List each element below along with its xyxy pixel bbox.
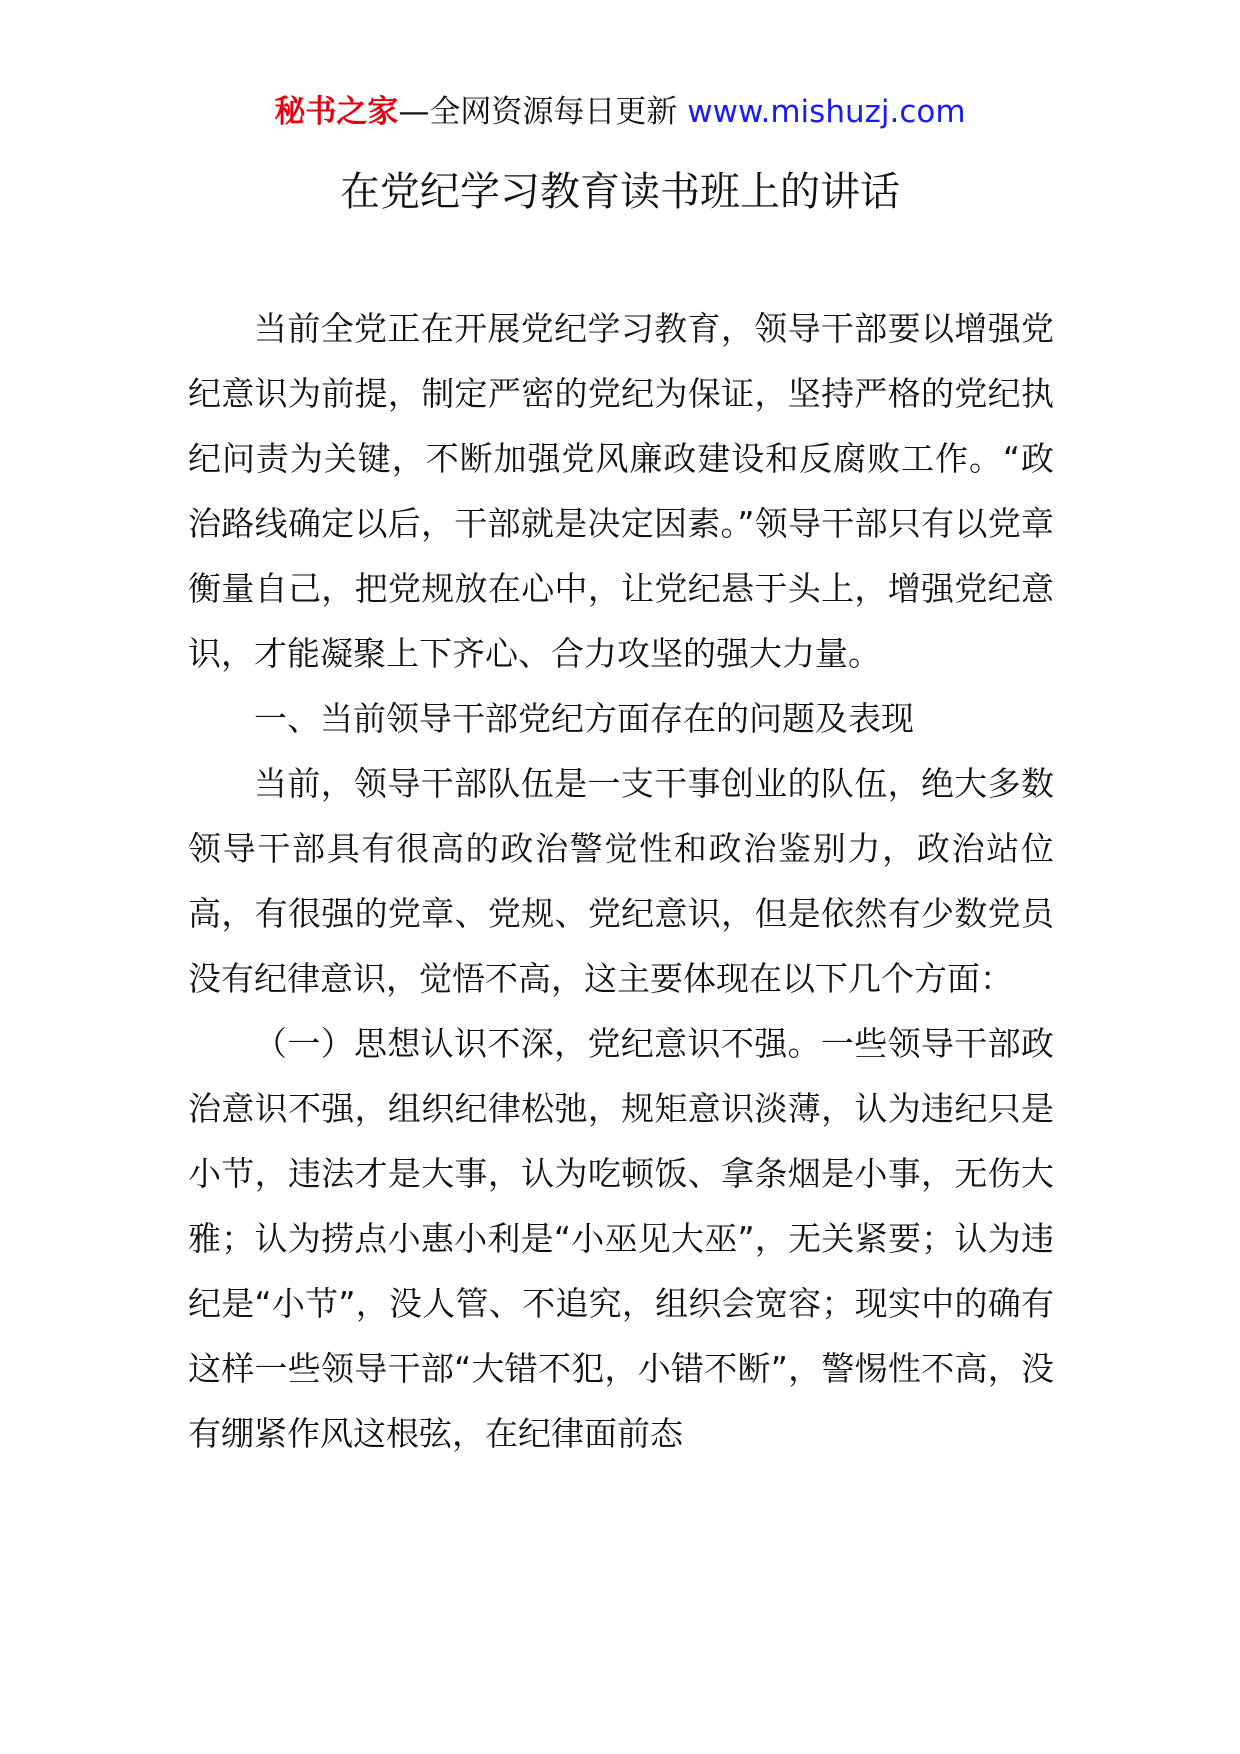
site-tagline: —全网资源每日更新 (398, 94, 688, 130)
document-body (188, 296, 1054, 1466)
paragraph-intro: 当前全党正在开展党纪学习教育，领导干部要以增强党纪意识为前提，制定严密的党纪为保证，坚持严格的党纪执纪问责为关键，不断加强党风廉政建设和反腐败工作。“政治路线确定以后，干部就是决定因素。”领导干部只有以党章衡量自己，把党规放在心中，让党纪悬于头上，增强党纪意识，才能凝聚上下齐心、合力攻坚的强大力量。 (188, 309, 1054, 673)
document-title: 在党纪学习教育读书班上的讲话 (340, 169, 900, 215)
site-header (0, 92, 1240, 132)
paragraph-point-1: （一）思想认识不深，党纪意识不强。一些领导干部政治意识不强，组织纪律松弛，规矩意识淡薄，认为违纪只是小节，违法才是大事，认为吃顿饭、拿条烟是小事，无伤大雅；认为捞点小惠小利是“小巫见大巫”，无关紧要；认为违纪是“小节”，没人管、不追究，组织会宽容；现实中的确有这样一些领导干部“大错不犯，小错不断”，警惕性不高，没有绷紧作风这根弦，在纪律面前态 (188, 1024, 1054, 1453)
section-heading-1: 一、当前领导干部党纪方面存在的问题及表现 (254, 699, 914, 738)
site-brand: 秘书之家 (274, 94, 399, 130)
site-url-link[interactable]: www.mishuzj.com (687, 94, 966, 130)
paragraph-overview: 当前，领导干部队伍是一支干事创业的队伍，绝大多数领导干部具有很高的政治警觉性和政治鉴别力，政治站位高，有很强的党章、党规、党纪意识，但是依然有少数党员没有纪律意识，觉悟不高，这主要体现在以下几个方面： (188, 764, 1054, 998)
